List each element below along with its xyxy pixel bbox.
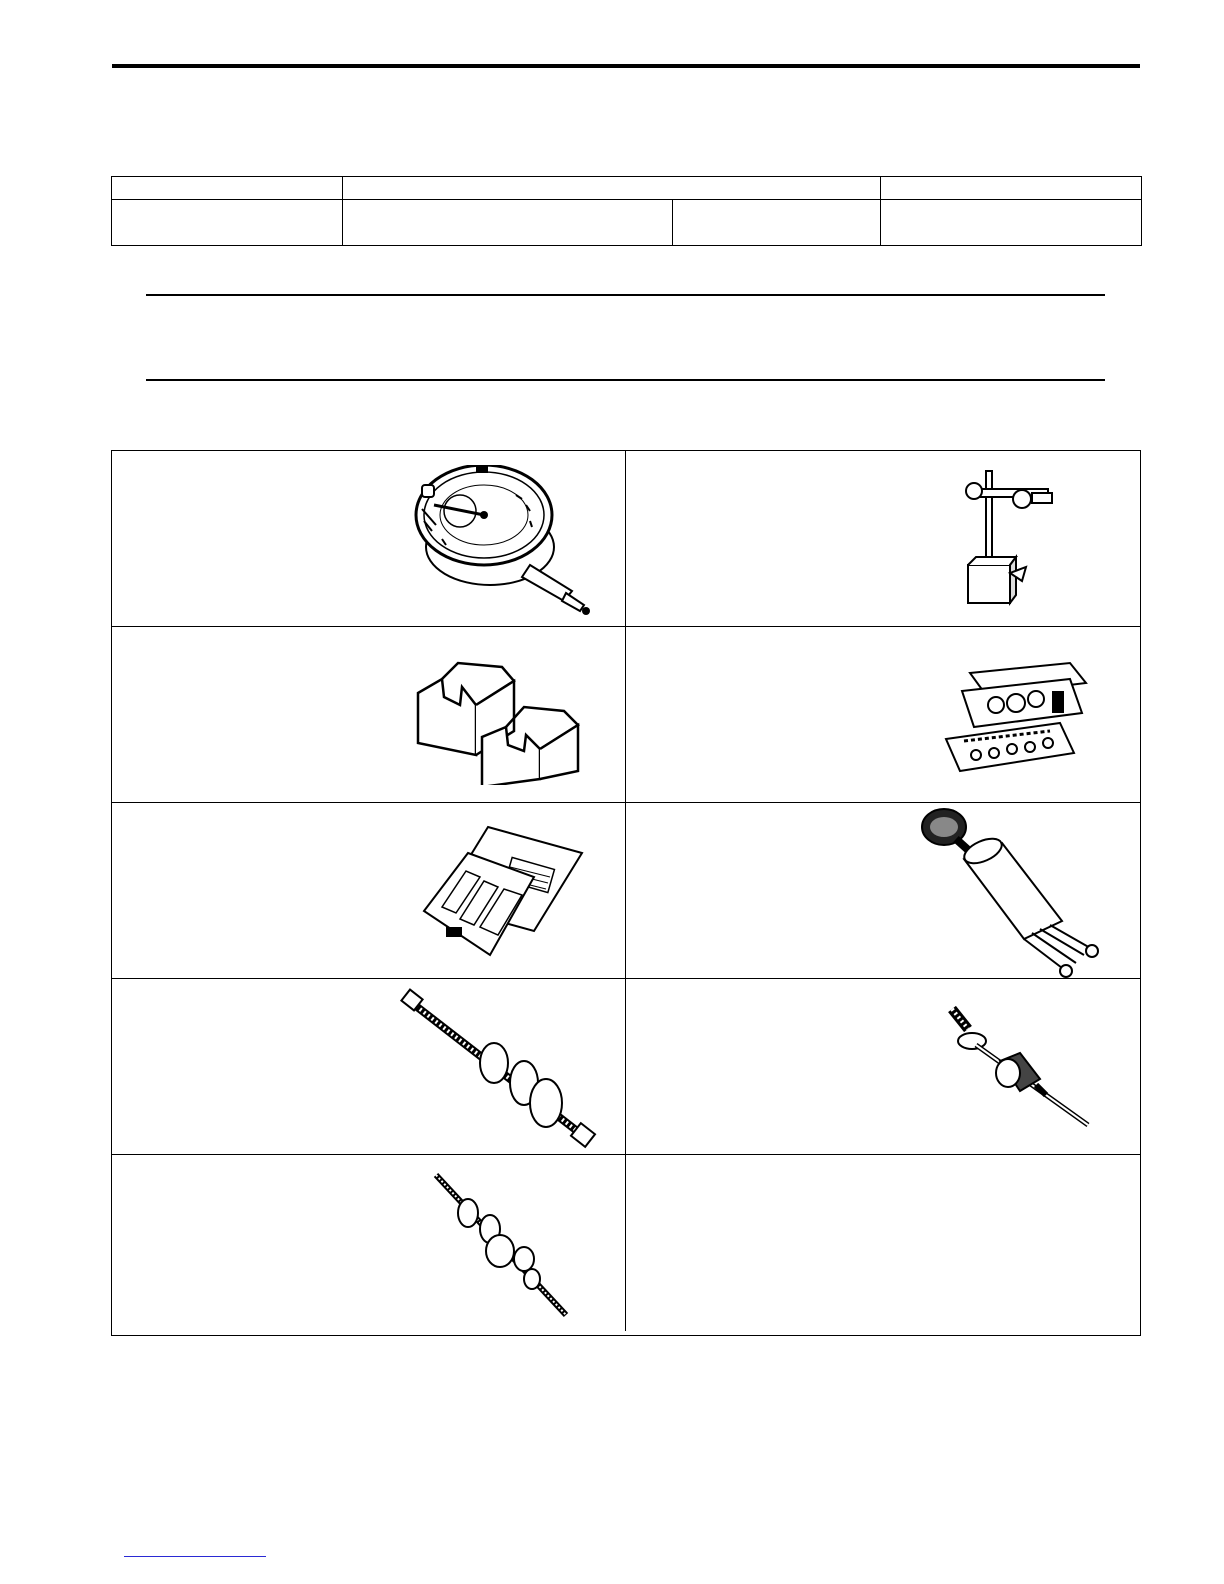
table-row [112, 200, 1142, 246]
note-text [150, 310, 1100, 370]
header-rule [112, 64, 1140, 68]
bearing-installer-set-icon [940, 643, 1100, 793]
tool-cell-v-blocks [112, 627, 626, 803]
sliding-hammer-icon [936, 995, 1096, 1135]
note-bottom-rule [146, 379, 1105, 381]
specification-table [111, 176, 1142, 246]
table-header-cell [112, 177, 343, 200]
bearing-remover-icon [916, 803, 1116, 979]
table-cell [112, 200, 343, 246]
tool-cell-empty [626, 1155, 1140, 1331]
table-header-cell [343, 177, 881, 200]
table-header-cell [881, 177, 1142, 200]
tool-cell-bearing-remover [626, 803, 1140, 979]
dial-gauge-icon [412, 465, 602, 615]
bearing-puller-icon [398, 987, 598, 1153]
special-tools-grid [111, 450, 1141, 1336]
table-cell [673, 200, 881, 246]
tool-cell-bearing-installer-set [626, 627, 1140, 803]
table-header-row [112, 177, 1142, 200]
footer-link-underline[interactable] [124, 1556, 266, 1557]
bearing-installer-icon [422, 1169, 582, 1319]
note-top-rule [146, 294, 1105, 296]
tool-cell-magnetic-stand [626, 451, 1140, 627]
v-block-icon [414, 645, 594, 785]
tool-cell-bearing-puller [112, 979, 626, 1155]
tool-cell-dial-gauge [112, 451, 626, 627]
tool-cell-sliding-hammer [626, 979, 1140, 1155]
table-cell [881, 200, 1142, 246]
magnetic-stand-icon [942, 469, 1072, 609]
tool-cell-tool-case [112, 803, 626, 979]
tool-cell-bearing-installer [112, 1155, 626, 1331]
table-cell [343, 200, 673, 246]
tool-case-icon [418, 823, 588, 963]
